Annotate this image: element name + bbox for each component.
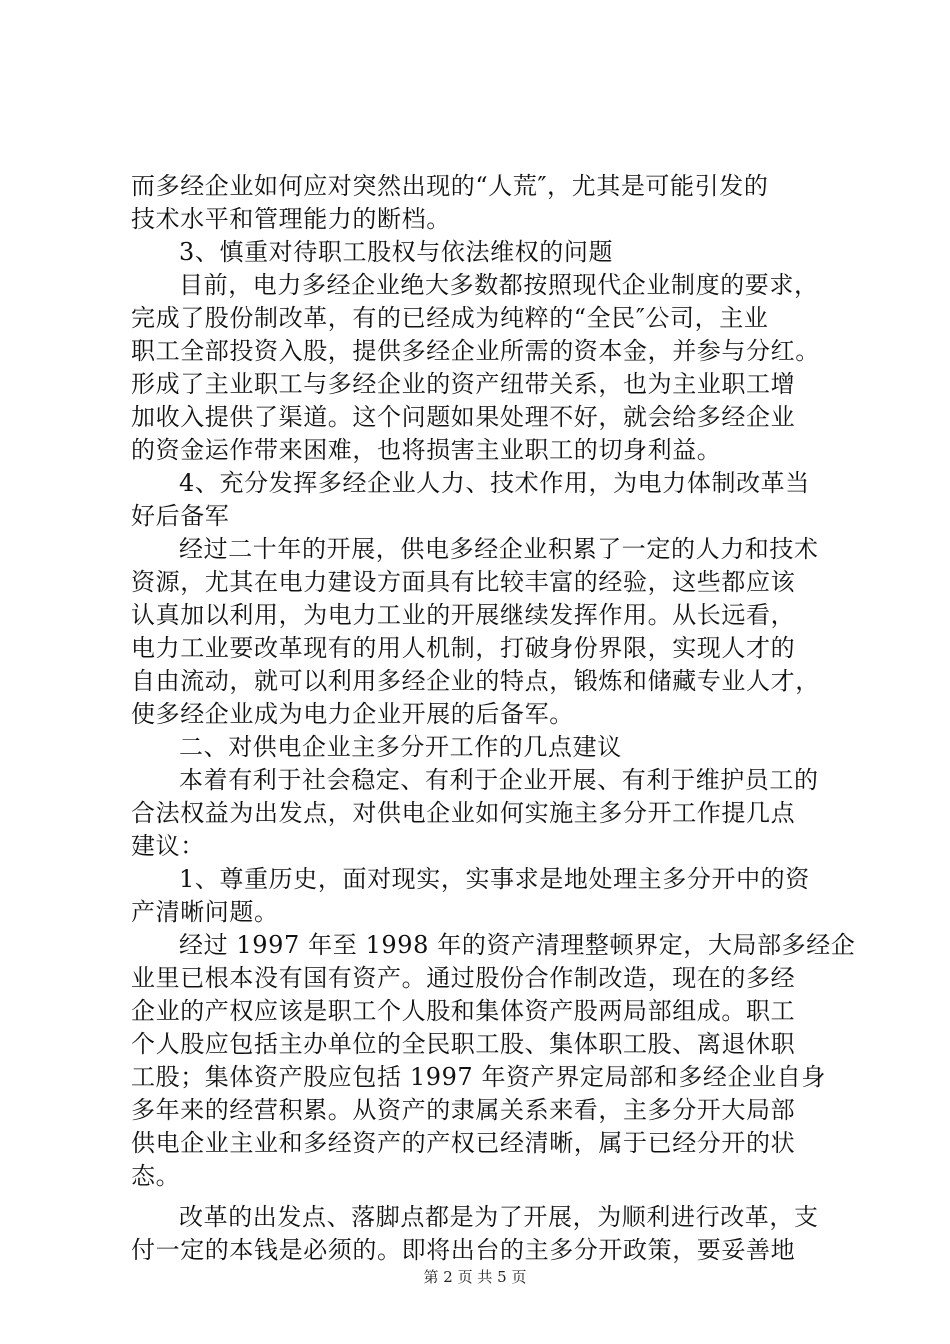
text-line: 而多经企业如何应对突然出现的“人荒″，尤其是可能引发的	[131, 172, 769, 200]
text-line: 加收入提供了渠道。这个问题如果处理不好，就会给多经企业	[131, 403, 796, 431]
text-line: 态。	[131, 1162, 181, 1190]
text-line: 资源，尤其在电力建设方面具有比较丰富的经验，这些都应该	[131, 568, 796, 596]
section-heading: 1、尊重历史，面对现实，实事求是地处理主多分开中的资	[179, 865, 810, 893]
text-line: 本着有利于社会稳定、有利于企业开展、有利于维护员工的	[179, 766, 819, 794]
section-heading: 二、对供电企业主多分开工作的几点建议	[179, 733, 622, 761]
text-line: 职工全部投资入股，提供多经企业所需的资本金，并参与分红。	[131, 337, 820, 365]
text-line: 个人股应包括主办单位的全民职工股、集体职工股、离退休职	[131, 1030, 796, 1058]
text-line: 电力工业要改革现有的用人机制，打破身份界限，实现人才的	[131, 634, 796, 662]
text-line: 多年来的经营积累。从资产的隶属关系来看，主多分开大局部	[131, 1096, 796, 1124]
text-line: 目前，电力多经企业绝大多数都按照现代企业制度的要求，	[179, 271, 819, 299]
text-line: 建议：	[131, 832, 205, 860]
body-text	[131, 170, 856, 1267]
text-line: 形成了主业职工与多经企业的资产纽带关系，也为主业职工增	[131, 370, 796, 398]
text-line: 经过 1997 年至 1998 年的资产清理整顿界定，大局部多经企	[179, 931, 856, 959]
text-line: 付一定的本钱是必须的。即将出台的主多分开政策，要妥善地	[131, 1236, 796, 1264]
text-line: 完成了股份制改革，有的已经成为纯粹的“全民″公司，主业	[131, 304, 769, 332]
section-heading: 4、充分发挥多经企业人力、技术作用，为电力体制改革当	[179, 469, 810, 497]
text-line: 供电企业主业和多经资产的产权已经清晰，属于已经分开的状	[131, 1129, 796, 1157]
text-line: 认真加以利用，为电力工业的开展继续发挥作用。从长远看，	[131, 601, 796, 629]
text-line: 改革的出发点、落脚点都是为了开展，为顺利进行改革，支	[179, 1203, 819, 1231]
text-line: 经过二十年的开展，供电多经企业积累了一定的人力和技术	[179, 535, 819, 563]
text-line: 的资金运作带来困难，也将损害主业职工的切身利益。	[131, 436, 722, 464]
text-line: 工股；集体资产股应包括 1997 年资产界定局部和多经企业自身	[131, 1063, 826, 1091]
text-line: 合法权益为出发点，对供电企业如何实施主多分开工作提几点	[131, 799, 796, 827]
text-line: 使多经企业成为电力企业开展的后备军。	[131, 700, 574, 728]
page-number-footer: 第 2 页 共 5 页	[423, 1268, 527, 1286]
text-line: 自由流动，就可以利用多经企业的特点，锻炼和储藏专业人才，	[131, 667, 820, 695]
section-heading-continued: 好后备军	[131, 502, 230, 530]
text-line: 企业的产权应该是职工个人股和集体资产股两局部组成。职工	[131, 997, 796, 1025]
section-heading-continued: 产清晰问题。	[131, 898, 279, 926]
section-heading: 3、慎重对待职工股权与依法维权的问题	[179, 238, 614, 266]
text-line: 业里已根本没有国有资产。通过股份合作制改造，现在的多经	[131, 964, 796, 992]
text-line: 技术水平和管理能力的断档。	[131, 205, 451, 233]
paragraph-gap	[131, 1193, 836, 1201]
